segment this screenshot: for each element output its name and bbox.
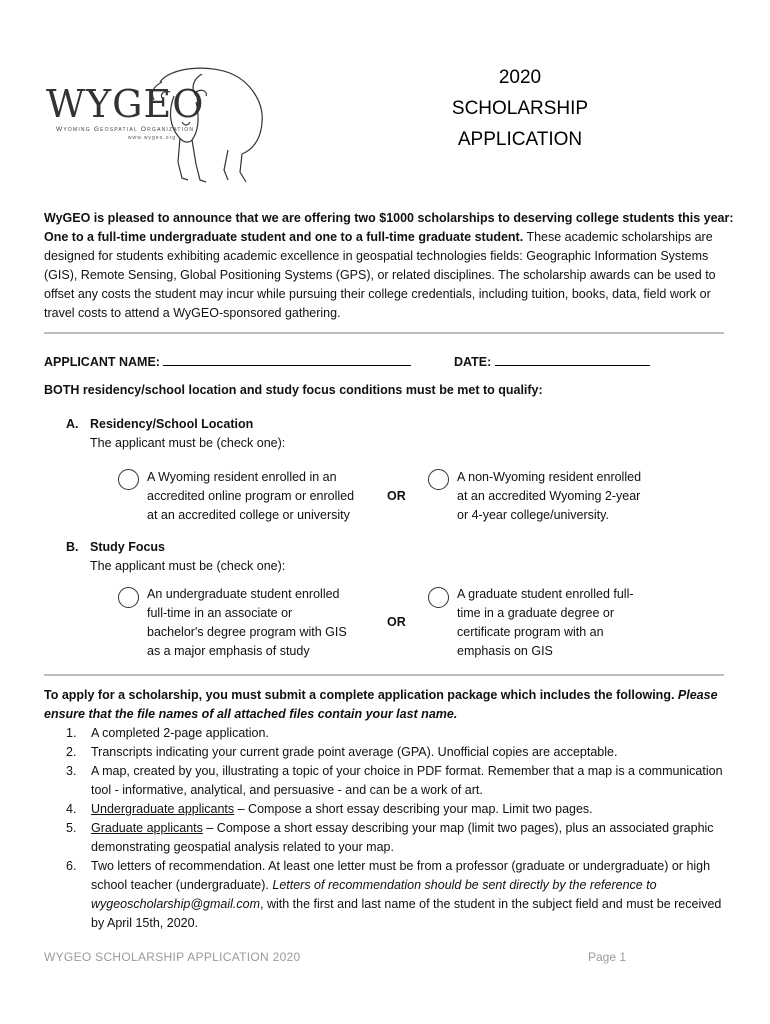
list-item <box>44 762 734 800</box>
list-text: Two letters of recommendation. At least one letter must be from a professor (graduate or undergraduate) or high school teacher (undergraduate). <box>91 859 711 892</box>
list-number: 2. <box>66 745 77 759</box>
section-a-title: Residency/School Location <box>90 417 254 431</box>
list-item <box>44 819 734 857</box>
list-item <box>44 743 734 762</box>
or-label-a: OR <box>387 489 406 503</box>
intro-paragraph <box>44 209 734 323</box>
intro-bold-lead: WyGEO is pleased to announce that we are offering two $1000 scholarships to deserving college students this year: One to a full-time undergraduate student and one to a full-time graduate student. <box>44 211 734 244</box>
list-item <box>44 724 734 743</box>
document-title <box>420 62 620 155</box>
list-number: 5. <box>66 821 77 835</box>
list-text: – Compose a short essay describing your map (limit two pages), plus an associated graphic demonstrating geospatial analysis related to your map. <box>91 821 714 854</box>
option-line: as a major emphasis of study <box>147 644 310 658</box>
option-undergraduate <box>147 585 347 661</box>
option-wyoming-resident <box>147 468 354 525</box>
list-number: 3. <box>66 764 77 778</box>
applicant-name-label: APPLICANT NAME: <box>44 355 160 369</box>
page-number: Page 1 <box>588 950 627 964</box>
section-b-title: Study Focus <box>90 540 166 554</box>
date-label: DATE: <box>454 355 492 369</box>
list-underlined: Graduate applicants <box>91 821 203 835</box>
logo-wordmark: WYGEO <box>46 82 205 126</box>
apply-instructions <box>44 686 734 724</box>
option-line: An undergraduate student enrolled <box>147 587 340 601</box>
title-year: 2020 <box>498 67 542 88</box>
date-row <box>454 353 650 369</box>
section-b-heading <box>66 540 165 554</box>
or-label-b: OR <box>387 615 406 629</box>
conditions-heading: BOTH residency/school location and study focus conditions must be met to qualify: <box>44 383 543 397</box>
section-b-letter: B. <box>66 540 79 554</box>
date-field[interactable] <box>495 353 650 366</box>
radio-non-wyoming-resident[interactable] <box>428 469 449 490</box>
list-text: Transcripts indicating your current grade point average (GPA). Unofficial copies are acceptable. <box>91 745 618 759</box>
applicant-name-row <box>44 353 411 369</box>
option-line: A graduate student enrolled full- <box>457 587 634 601</box>
list-number: 1. <box>66 726 77 740</box>
option-line: A Wyoming resident enrolled in an <box>147 470 337 484</box>
apply-bold-italic: Please ensure that the file names of all attached files contain your last name. <box>44 688 718 721</box>
list-tail: , with the first and last name of the student in the subject field and must be received by April 15th, 2020. <box>91 897 722 930</box>
option-line: or 4-year college/university. <box>457 508 609 522</box>
option-line: emphasis on GIS <box>457 644 553 658</box>
list-text: A completed 2-page application. <box>91 726 269 740</box>
section-a-heading <box>66 417 253 431</box>
footer-title: WYGEO SCHOLARSHIP APPLICATION 2020 <box>44 950 301 964</box>
option-line: time in a graduate degree or <box>457 606 615 620</box>
title-line2: APPLICATION <box>457 129 583 150</box>
option-line: full-time in an associate or <box>147 606 293 620</box>
list-italic: Letters of recommendation should be sent directly by the reference to wygeoscholarship@gmail.com <box>91 878 657 911</box>
option-line: A non-Wyoming resident enrolled <box>457 470 642 484</box>
option-line: accredited online program or enrolled <box>147 489 355 503</box>
list-underlined: Undergraduate applicants <box>91 802 235 816</box>
divider <box>44 332 724 334</box>
option-line: certificate program with an <box>457 625 604 639</box>
divider <box>44 674 724 676</box>
list-item <box>44 857 734 933</box>
intro-body: These academic scholarships are designed for students exhibiting academic excellence in geospatial technologies fields: Geographic Information Systems (GIS), Remote Sensing, Global Positioning Systems (GPS), or related disciplines. The scholarship awards can be used to offset any costs the student may incur while pursuing their college credentials, including tuition, books, data, field work or travel costs to attend a WyGEO-sponsored gathering. <box>44 230 716 320</box>
wygeo-logo <box>42 62 272 192</box>
radio-wyoming-resident[interactable] <box>118 469 139 490</box>
logo-url: www.wygeo.org <box>128 135 177 141</box>
option-graduate <box>457 585 634 661</box>
option-line: bachelor's degree program with GIS <box>147 625 347 639</box>
radio-undergraduate[interactable] <box>118 587 139 608</box>
option-non-wyoming-resident <box>457 468 641 525</box>
list-text: – Compose a short essay describing your map. Limit two pages. <box>234 802 593 816</box>
section-b-instruction: The applicant must be (check one): <box>90 559 286 573</box>
option-line: at an accredited Wyoming 2-year <box>457 489 641 503</box>
radio-graduate[interactable] <box>428 587 449 608</box>
logo-subtitle: Wyoming Geospatial Organization <box>56 126 195 133</box>
list-text: A map, created by you, illustrating a topic of your choice in PDF format. Remember that a map is a communication tool - informative, analytical, and persuasive - and can be a work of art. <box>91 764 723 797</box>
list-number: 6. <box>66 859 77 873</box>
list-number: 4. <box>66 802 77 816</box>
apply-bold: To apply for a scholarship, you must submit a complete application package which includes the following. <box>44 688 675 702</box>
title-line1: SCHOLARSHIP <box>451 98 589 119</box>
list-item <box>44 800 734 819</box>
applicant-name-field[interactable] <box>163 353 411 366</box>
requirements-list <box>44 724 734 933</box>
section-a-instruction: The applicant must be (check one): <box>90 436 286 450</box>
option-line: at an accredited college or university <box>147 508 350 522</box>
section-a-letter: A. <box>66 417 79 431</box>
